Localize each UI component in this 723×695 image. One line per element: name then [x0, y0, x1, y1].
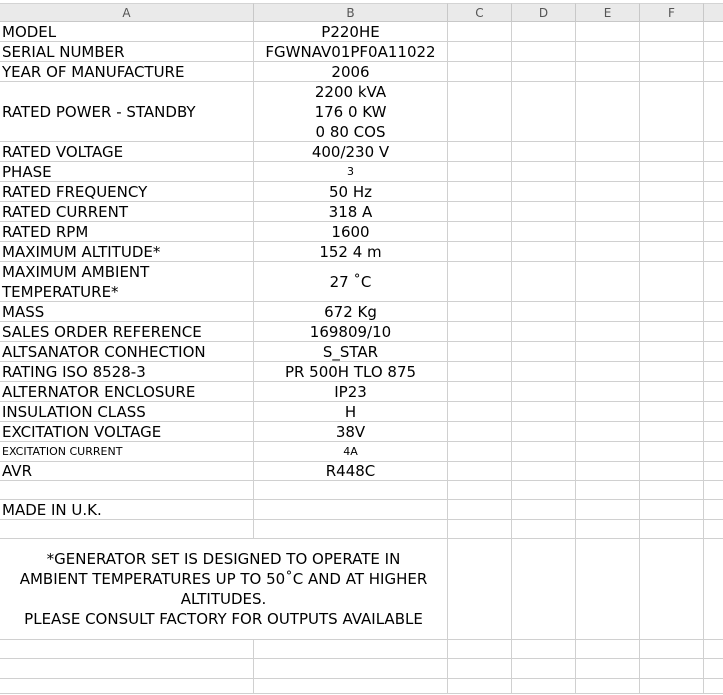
cell-g13[interactable]: [704, 302, 723, 322]
cell-a7[interactable]: PHASE: [0, 162, 254, 182]
cell-d18[interactable]: [512, 402, 576, 422]
cell-d8[interactable]: [512, 182, 576, 202]
cell-f2[interactable]: [640, 22, 704, 42]
footnote-line: PLEASE CONSULT FACTORY FOR OUTPUTS AVAILABLE: [24, 610, 423, 628]
cell-e-empty[interactable]: [576, 640, 640, 659]
cell-g22[interactable]: [704, 481, 723, 500]
cell-e11[interactable]: [576, 242, 640, 262]
cell-a6[interactable]: RATED VOLTAGE: [0, 142, 254, 162]
cell-c23[interactable]: [448, 500, 512, 520]
column-header-a[interactable]: A: [0, 3, 254, 22]
cell-g-empty[interactable]: [704, 659, 723, 679]
cell-c21[interactable]: [448, 462, 512, 481]
cell-b11[interactable]: 152 4 m: [254, 242, 448, 262]
cell-b19[interactable]: 38V: [254, 422, 448, 442]
cell-g12[interactable]: [704, 262, 723, 302]
cell-c12[interactable]: [448, 262, 512, 302]
cell-e12[interactable]: [576, 262, 640, 302]
cell-g2[interactable]: [704, 22, 723, 42]
footnote-cell[interactable]: [0, 539, 448, 640]
cell-e-empty[interactable]: [576, 679, 640, 694]
cell-a8[interactable]: RATED FREQUENCY: [0, 182, 254, 202]
cell-e5[interactable]: [576, 82, 640, 142]
cell-g3[interactable]: [704, 42, 723, 62]
cell-c22[interactable]: [448, 481, 512, 500]
cell-g-note[interactable]: [704, 539, 723, 640]
cell-f23[interactable]: [640, 500, 704, 520]
column-header-b[interactable]: B: [254, 3, 448, 22]
cell-e4[interactable]: [576, 62, 640, 82]
footnote-line: ALTITUDES.: [180, 590, 267, 608]
cell-g24[interactable]: [704, 520, 723, 539]
cell-d16[interactable]: [512, 362, 576, 382]
cell-c-empty[interactable]: [448, 659, 512, 679]
cell-b7[interactable]: 3: [254, 162, 448, 182]
cell-line: 2200 kVA: [314, 82, 387, 101]
cell-d12[interactable]: [512, 262, 576, 302]
cell-a-empty[interactable]: [0, 659, 254, 679]
cell-e15[interactable]: [576, 342, 640, 362]
cell-d5[interactable]: [512, 82, 576, 142]
cell-a19[interactable]: EXCITATION VOLTAGE: [0, 422, 254, 442]
cell-b4[interactable]: 2006: [254, 62, 448, 82]
cell-b10[interactable]: 1600: [254, 222, 448, 242]
cell-a21[interactable]: AVR: [0, 462, 254, 481]
cell-d24[interactable]: [512, 520, 576, 539]
cell-d22[interactable]: [512, 481, 576, 500]
cell-g5[interactable]: [704, 82, 723, 142]
cell-f-empty[interactable]: [640, 679, 704, 694]
cell-line: 0 80 COS: [315, 122, 386, 141]
cell-d3[interactable]: [512, 42, 576, 62]
cell-d15[interactable]: [512, 342, 576, 362]
cell-f3[interactable]: [640, 42, 704, 62]
cell-a23[interactable]: MADE IN U.K.: [0, 500, 254, 520]
cell-g19[interactable]: [704, 422, 723, 442]
cell-d11[interactable]: [512, 242, 576, 262]
cell-b8[interactable]: 50 Hz: [254, 182, 448, 202]
cell-b-empty[interactable]: [254, 659, 448, 679]
cell-b14[interactable]: 169809/10: [254, 322, 448, 342]
cell-g20[interactable]: [704, 442, 723, 462]
cell-d6[interactable]: [512, 142, 576, 162]
cell-f10[interactable]: [640, 222, 704, 242]
cell-a14[interactable]: SALES ORDER REFERENCE: [0, 322, 254, 342]
cell-c6[interactable]: [448, 142, 512, 162]
cell-d9[interactable]: [512, 202, 576, 222]
cell-f19[interactable]: [640, 422, 704, 442]
cell-c20[interactable]: [448, 442, 512, 462]
cell-b13[interactable]: 672 Kg: [254, 302, 448, 322]
cell-f12[interactable]: [640, 262, 704, 302]
cell-f20[interactable]: [640, 442, 704, 462]
cell-b21[interactable]: R448C: [254, 462, 448, 481]
cell-f8[interactable]: [640, 182, 704, 202]
cell-g4[interactable]: [704, 62, 723, 82]
cell-b23[interactable]: [254, 500, 448, 520]
cell-f18[interactable]: [640, 402, 704, 422]
cell-b6[interactable]: 400/230 V: [254, 142, 448, 162]
cell-f-note[interactable]: [640, 539, 704, 640]
cell-e21[interactable]: [576, 462, 640, 481]
cell-g8[interactable]: [704, 182, 723, 202]
cell-c15[interactable]: [448, 342, 512, 362]
cell-f24[interactable]: [640, 520, 704, 539]
cell-g9[interactable]: [704, 202, 723, 222]
cell-d20[interactable]: [512, 442, 576, 462]
cell-a9[interactable]: RATED CURRENT: [0, 202, 254, 222]
cell-a2[interactable]: MODEL: [0, 22, 254, 42]
cell-a18[interactable]: INSULATION CLASS: [0, 402, 254, 422]
cell-b12[interactable]: 27 ˚C: [254, 262, 448, 302]
cell-d10[interactable]: [512, 222, 576, 242]
cell-c4[interactable]: [448, 62, 512, 82]
cell-d14[interactable]: [512, 322, 576, 342]
cell-d-note[interactable]: [512, 539, 576, 640]
column-header-e[interactable]: E: [576, 3, 640, 22]
cell-f16[interactable]: [640, 362, 704, 382]
column-header-c[interactable]: C: [448, 3, 512, 22]
cell-d23[interactable]: [512, 500, 576, 520]
cell-e-empty[interactable]: [576, 659, 640, 679]
cell-d19[interactable]: [512, 422, 576, 442]
cell-a16[interactable]: RATING ISO 8528-3: [0, 362, 254, 382]
cell-e13[interactable]: [576, 302, 640, 322]
column-header-f[interactable]: F: [640, 3, 704, 22]
cell-a24[interactable]: [0, 520, 254, 539]
cell-e2[interactable]: [576, 22, 640, 42]
cell-c17[interactable]: [448, 382, 512, 402]
cell-e18[interactable]: [576, 402, 640, 422]
cell-d4[interactable]: [512, 62, 576, 82]
cell-e22[interactable]: [576, 481, 640, 500]
cell-c24[interactable]: [448, 520, 512, 539]
cell-e23[interactable]: [576, 500, 640, 520]
cell-f17[interactable]: [640, 382, 704, 402]
cell-a5[interactable]: RATED POWER - STANDBY: [0, 82, 254, 142]
cell-f6[interactable]: [640, 142, 704, 162]
cell-g16[interactable]: [704, 362, 723, 382]
cell-f15[interactable]: [640, 342, 704, 362]
cell-b20[interactable]: 4A: [254, 442, 448, 462]
cell-b17[interactable]: IP23: [254, 382, 448, 402]
cell-c7[interactable]: [448, 162, 512, 182]
cell-b3[interactable]: FGWNAV01PF0A11022: [254, 42, 448, 62]
cell-b2[interactable]: P220HE: [254, 22, 448, 42]
cell-f-empty[interactable]: [640, 659, 704, 679]
cell-e10[interactable]: [576, 222, 640, 242]
cell-line: 176 0 KW: [314, 102, 387, 121]
cell-c10[interactable]: [448, 222, 512, 242]
column-header-d[interactable]: D: [512, 3, 576, 22]
cell-a-empty[interactable]: [0, 679, 254, 694]
cell-f21[interactable]: [640, 462, 704, 481]
cell-g23[interactable]: [704, 500, 723, 520]
cell-f-empty[interactable]: [640, 640, 704, 659]
cell-c-note[interactable]: [448, 539, 512, 640]
cell-d13[interactable]: [512, 302, 576, 322]
cell-g14[interactable]: [704, 322, 723, 342]
column-header-g[interactable]: [704, 3, 723, 22]
cell-a20[interactable]: EXCITATION CURRENT: [0, 442, 254, 462]
cell-e17[interactable]: [576, 382, 640, 402]
cell-e3[interactable]: [576, 42, 640, 62]
cell-c5[interactable]: [448, 82, 512, 142]
cell-g11[interactable]: [704, 242, 723, 262]
cell-f7[interactable]: [640, 162, 704, 182]
cell-g-empty[interactable]: [704, 640, 723, 659]
cell-a3[interactable]: SERIAL NUMBER: [0, 42, 254, 62]
cell-e19[interactable]: [576, 422, 640, 442]
cell-f22[interactable]: [640, 481, 704, 500]
cell-b-empty[interactable]: [254, 640, 448, 659]
cell-e14[interactable]: [576, 322, 640, 342]
cell-e7[interactable]: [576, 162, 640, 182]
cell-b18[interactable]: H: [254, 402, 448, 422]
cell-f14[interactable]: [640, 322, 704, 342]
cell-e24[interactable]: [576, 520, 640, 539]
cell-c2[interactable]: [448, 22, 512, 42]
cell-c13[interactable]: [448, 302, 512, 322]
cell-b-empty[interactable]: [254, 679, 448, 694]
cell-d21[interactable]: [512, 462, 576, 481]
cell-b16[interactable]: PR 500H TLO 875: [254, 362, 448, 382]
cell-d2[interactable]: [512, 22, 576, 42]
cell-b22[interactable]: [254, 481, 448, 500]
cell-g21[interactable]: [704, 462, 723, 481]
cell-d17[interactable]: [512, 382, 576, 402]
cell-a22[interactable]: [0, 481, 254, 500]
cell-f11[interactable]: [640, 242, 704, 262]
cell-b15[interactable]: S_STAR: [254, 342, 448, 362]
cell-c-empty[interactable]: [448, 679, 512, 694]
cell-d-empty[interactable]: [512, 679, 576, 694]
cell-g15[interactable]: [704, 342, 723, 362]
cell-e8[interactable]: [576, 182, 640, 202]
cell-c9[interactable]: [448, 202, 512, 222]
cell-f9[interactable]: [640, 202, 704, 222]
cell-b24[interactable]: [254, 520, 448, 539]
cell-a4[interactable]: YEAR OF MANUFACTURE: [0, 62, 254, 82]
cell-c-empty[interactable]: [448, 640, 512, 659]
cell-g18[interactable]: [704, 402, 723, 422]
cell-c14[interactable]: [448, 322, 512, 342]
cell-c16[interactable]: [448, 362, 512, 382]
cell-d-empty[interactable]: [512, 659, 576, 679]
footnote-line: AMBIENT TEMPERATURES UP TO 50˚C AND AT HIGHER: [19, 570, 428, 588]
cell-a10[interactable]: RATED RPM: [0, 222, 254, 242]
cell-g-empty[interactable]: [704, 679, 723, 694]
cell-c18[interactable]: [448, 402, 512, 422]
cell-g10[interactable]: [704, 222, 723, 242]
cell-a11[interactable]: MAXIMUM ALTITUDE*: [0, 242, 254, 262]
cell-c19[interactable]: [448, 422, 512, 442]
footnote-line: *GENERATOR SET IS DESIGNED TO OPERATE IN: [46, 550, 401, 568]
cell-f4[interactable]: [640, 62, 704, 82]
cell-c11[interactable]: [448, 242, 512, 262]
cell-a13[interactable]: MASS: [0, 302, 254, 322]
cell-f5[interactable]: [640, 82, 704, 142]
cell-a15[interactable]: ALTSANATOR CONHECTION: [0, 342, 254, 362]
cell-e9[interactable]: [576, 202, 640, 222]
cell-d-empty[interactable]: [512, 640, 576, 659]
cell-g17[interactable]: [704, 382, 723, 402]
cell-e6[interactable]: [576, 142, 640, 162]
cell-e-note[interactable]: [576, 539, 640, 640]
cell-b9[interactable]: 318 A: [254, 202, 448, 222]
cell-d7[interactable]: [512, 162, 576, 182]
cell-g7[interactable]: [704, 162, 723, 182]
cell-a12[interactable]: MAXIMUM AMBIENT TEMPERATURE*: [0, 262, 254, 302]
cell-b5[interactable]: [254, 82, 448, 142]
cell-f13[interactable]: [640, 302, 704, 322]
cell-a17[interactable]: ALTERNATOR ENCLOSURE: [0, 382, 254, 402]
cell-e20[interactable]: [576, 442, 640, 462]
cell-e16[interactable]: [576, 362, 640, 382]
cell-c8[interactable]: [448, 182, 512, 202]
cell-a-empty[interactable]: [0, 640, 254, 659]
cell-g6[interactable]: [704, 142, 723, 162]
cell-c3[interactable]: [448, 42, 512, 62]
